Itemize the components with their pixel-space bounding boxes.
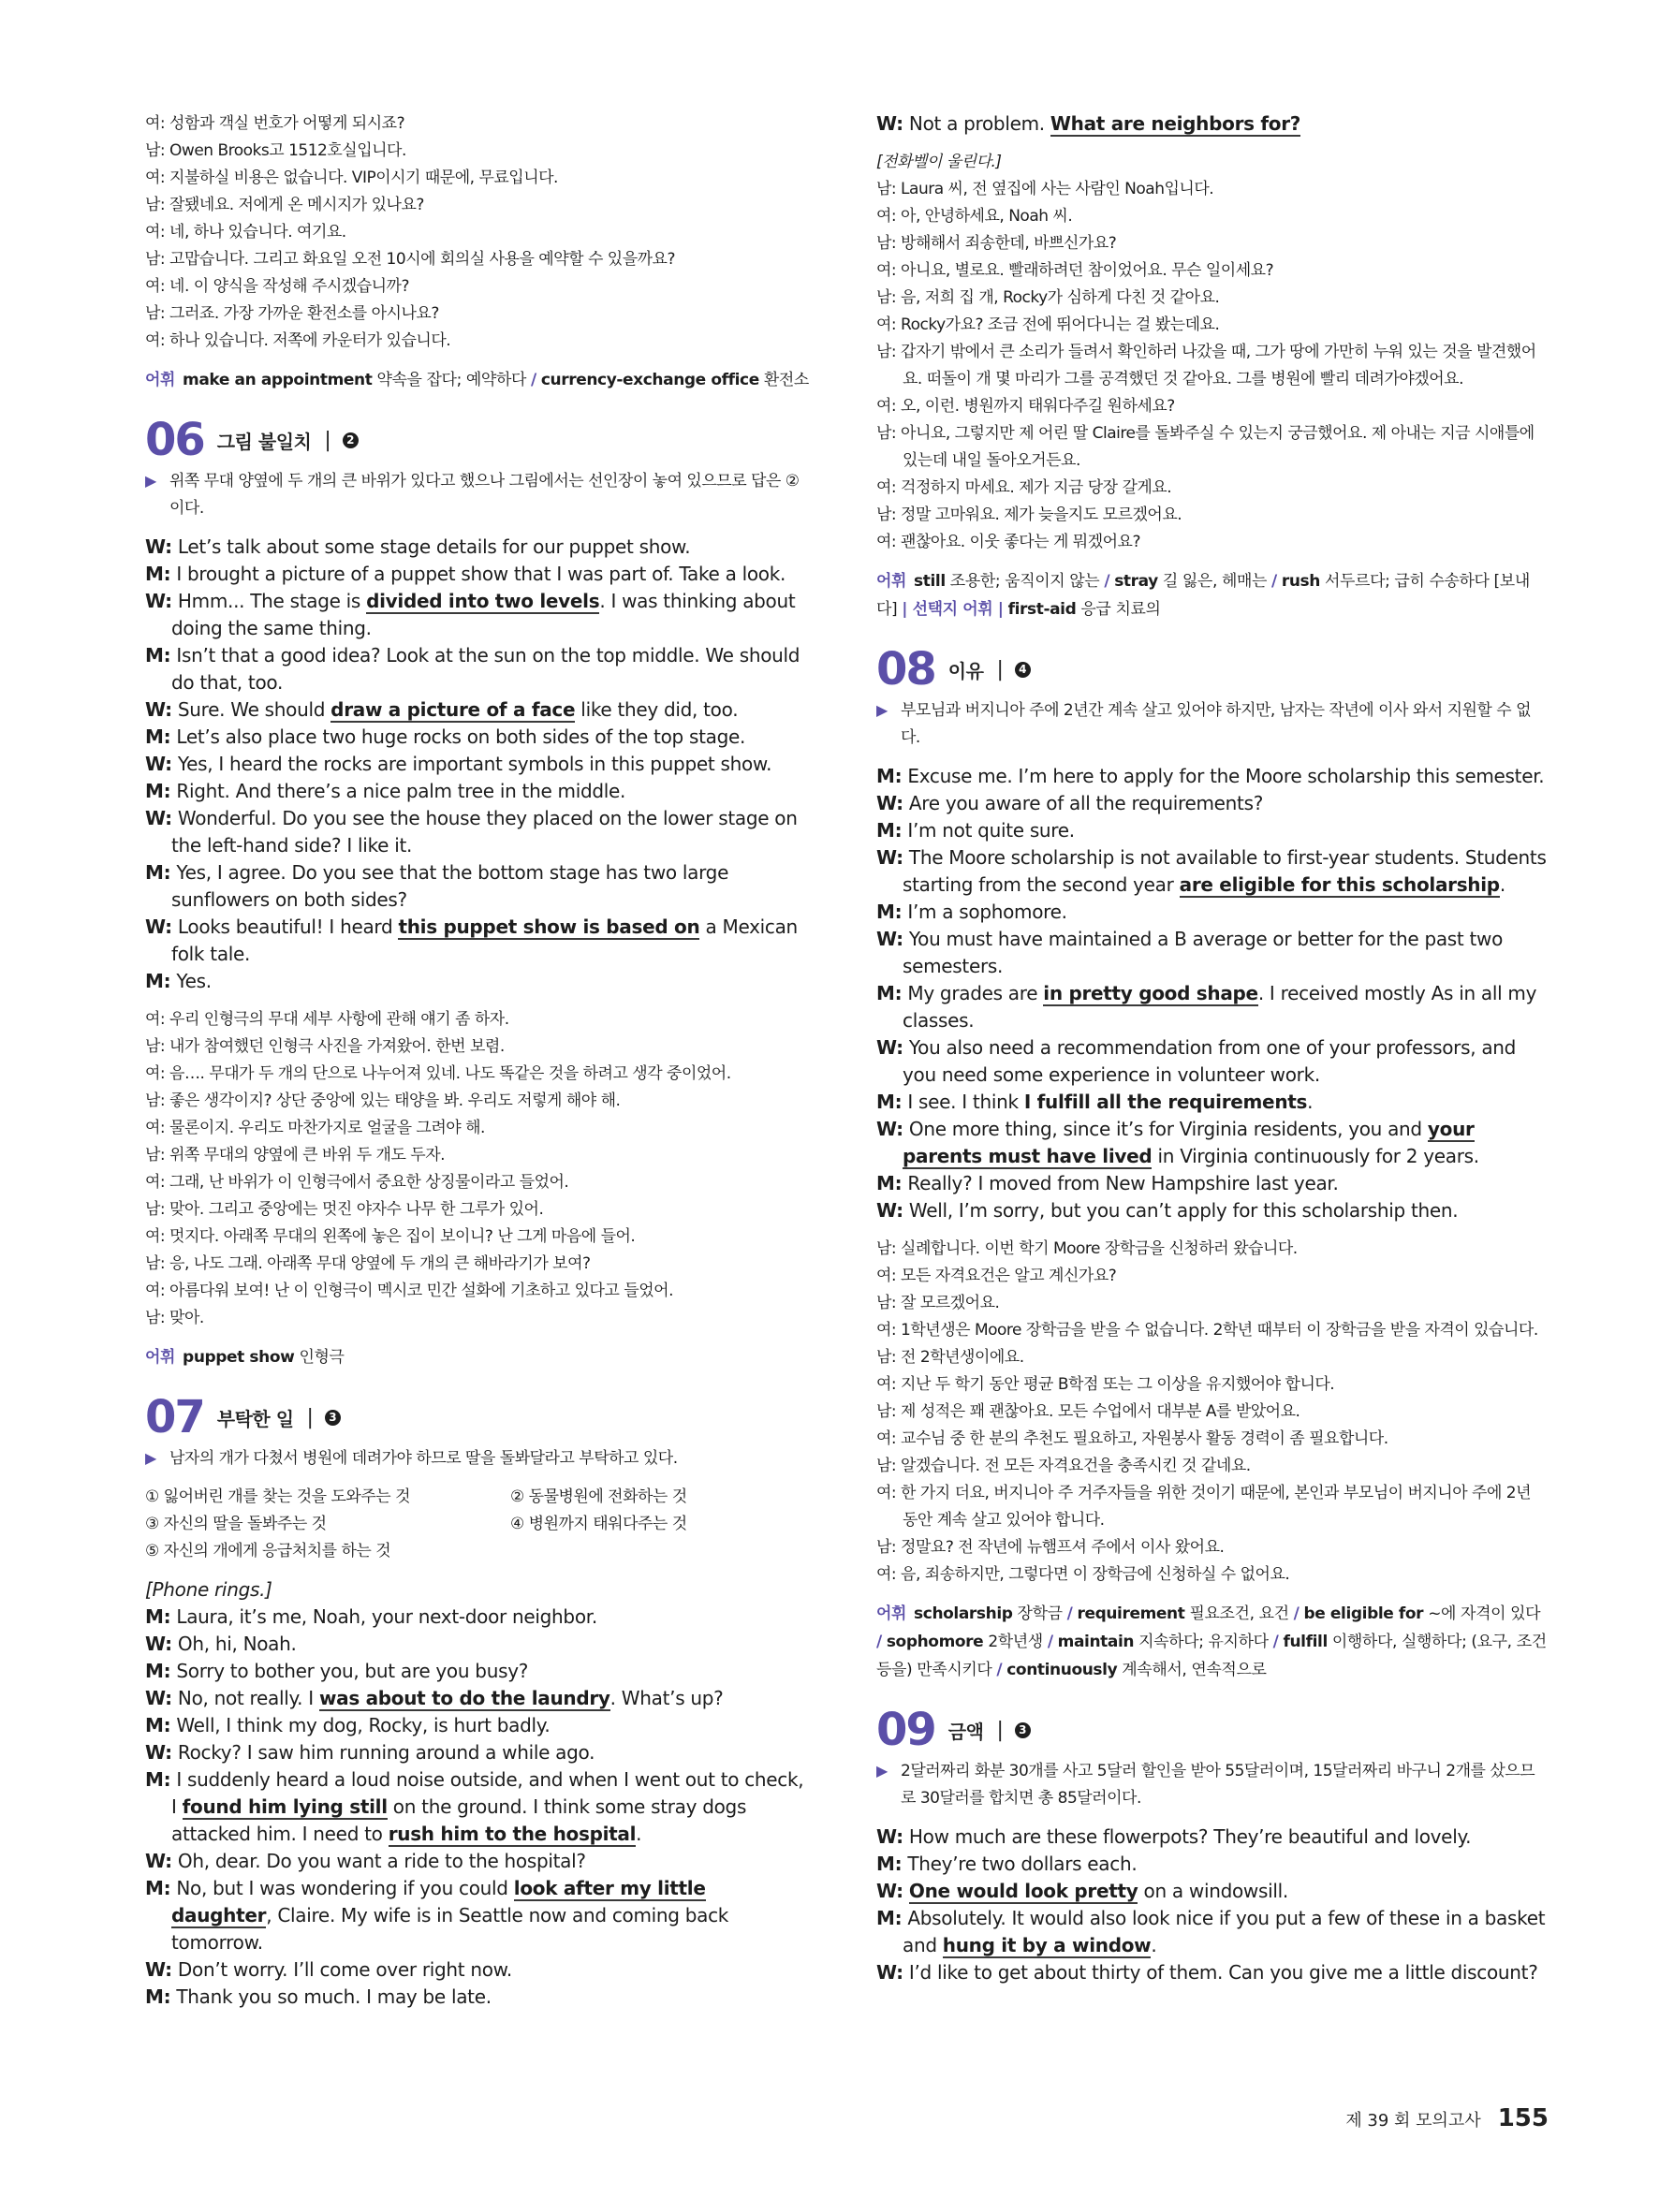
dialogue-line: W: Are you aware of all the requirements? [876, 792, 1264, 814]
page-number: 155 [1497, 2104, 1549, 2132]
dialogue-line: W: I’d like to get about thirty of them. Can you give me a little discount? [876, 1961, 1538, 1984]
dialogue-line: W: Rocky? I saw him running around a while ago. [145, 1741, 595, 1764]
kor-line: 여: 그래, 난 바위가 이 인형극에서 중요한 상징물이라고 들었어. [145, 1173, 569, 1192]
dialogue-line: W: Oh, dear. Do you want a ride to the hospital? [145, 1850, 586, 1872]
kor-line: 남: 잘 모르겠어요. [876, 1294, 1000, 1312]
kor-line: 여: 모든 자격요건은 알고 계신가요? [876, 1267, 1117, 1285]
kor-line: 여: 아름다워 보여! 난 이 인형극이 멕시코 민간 설화에 기초하고 있다고 들었어. [145, 1282, 673, 1300]
kor-line: 여: 우리 인형극의 무대 세부 사항에 관해 얘기 좀 하자. [145, 1010, 509, 1029]
vocab-word: requirement [1077, 1604, 1185, 1623]
vocab-06 [145, 1343, 810, 1371]
dialogue-line: W: Not a problem. What are neighbors for? [876, 112, 1301, 135]
vocab-word: currency-exchange office [540, 371, 759, 389]
dialogue-line: M: Yes, I agree. Do you see that the bottom stage has two large sunflowers on both sides? [145, 861, 729, 911]
section-title: 이유 [947, 659, 984, 682]
section-08-header [876, 642, 1549, 696]
vocab-word: puppet show [183, 1348, 295, 1367]
vocab-def: 서두르다; 급히 수송하다 [보내다] [876, 572, 1530, 619]
dialogue-line: W: Oh, hi, Noah. [145, 1633, 297, 1655]
section-number: 09 [876, 1704, 935, 1756]
dialogue-line: M: I’m not quite sure. [876, 819, 1075, 842]
right-column [876, 110, 1549, 1986]
vocab-05 [145, 366, 810, 394]
vocab-def: 응급 치료의 [1080, 600, 1161, 619]
section-number: 07 [145, 1391, 204, 1443]
kor-line: 여: 하나 있습니다. 저쪽에 카운터가 있습니다. [145, 331, 451, 350]
kor-line: 남: 응, 나도 그래. 아래쪽 무대 양옆에 두 개의 큰 해바라기가 보여? [145, 1254, 591, 1273]
key-phrase: I fulfill all the requirements [1023, 1091, 1308, 1113]
section-09-dialogue [876, 1824, 1549, 1986]
dialogue-line: W: How much are these flowerpots? They’re beautiful and lovely. [876, 1825, 1472, 1848]
vocab-def: 계속해서, 연속적으로 [1122, 1661, 1267, 1679]
dialogue-line: M: Let’s also place two huge rocks on both sides of the top stage. [145, 725, 746, 748]
page-footer [1345, 2104, 1549, 2132]
vocab-def: ~에 자격이 있다 [1428, 1604, 1541, 1623]
kor-line: 여: 지불하실 비용은 없습니다. VIP이시기 때문에, 무료입니다. [145, 168, 558, 187]
section-divider: | [324, 428, 331, 452]
vocab-def: 조용한; 움직이지 않는 [949, 572, 1100, 591]
vocab-word: still [914, 572, 946, 591]
dialogue-line: M: Well, I think my dog, Rocky, is hurt badly. [145, 1714, 551, 1736]
kor-line: 여: 1학년생은 Moore 장학금을 받을 수 없습니다. 2학년 때부터 이 장학금을 받을 자격이 있습니다. [876, 1321, 1538, 1340]
dialogue-line: W: Let’s talk about some stage details for our puppet show. [145, 535, 691, 558]
explanation: ▶ 2달러짜리 화분 30개를 사고 5달러 할인을 받아 55달러이며, 15달러짜리 바구니 2개를 샀으므로 30달러를 합치면 총 85달러이다. [876, 1757, 1549, 1812]
key-phrase: look after my little daughter [171, 1877, 706, 1926]
key-phrase: hung it by a window [942, 1934, 1152, 1956]
vocab-def: 길 잃은, 헤매는 [1162, 572, 1268, 591]
vocab-extra-tag: | 선택지 어휘 | [902, 600, 1004, 619]
vocab-def: 필요조건, 요건 [1189, 1604, 1289, 1623]
kor-line: 여: 괜찮아요. 이웃 좋다는 게 뭐겠어요? [876, 533, 1141, 551]
section-06-korean [145, 1006, 810, 1332]
section-07-korean [876, 149, 1549, 556]
answer-badge: 3 [325, 1410, 341, 1426]
kor-line: 여: 오, 이런. 병원까지 태워다주길 원하세요? [876, 397, 1175, 416]
choice-2: ② 동물병원에 전화하는 것 [510, 1487, 687, 1506]
kor-line: 남: 제 성적은 꽤 괜찮아요. 모든 수업에서 대부분 A를 받았어요. [876, 1402, 1300, 1421]
vocab-word: make an appointment [183, 371, 373, 389]
section-title: 그림 불일치 [216, 430, 312, 453]
section-number: 06 [145, 414, 204, 466]
kor-line: 여: 물론이지. 우리도 마찬가지로 얼굴을 그려야 해. [145, 1119, 485, 1137]
vocab-word: scholarship [914, 1604, 1013, 1623]
left-column [145, 110, 810, 2011]
kor-line: 여: 음, 죄송하지만, 그렇다면 이 장학금에 신청하실 수 없어요. [876, 1565, 1290, 1584]
dialogue-line: M: Absolutely. It would also look nice if you put a few of these in a basket and hung it by a window. [876, 1907, 1546, 1956]
key-phrase: found him lying still [182, 1795, 388, 1818]
kor-line: 남: 잘됐네요. 저에게 온 메시지가 있나요? [145, 196, 424, 214]
kor-line: 남: 맞아. 그리고 중앙에는 멋진 야자수 나무 한 그루가 있어. [145, 1200, 544, 1219]
kor-line: 여: 네. 이 양식을 작성해 주시겠습니까? [145, 277, 410, 296]
vocab-tag: 어휘 [876, 572, 907, 591]
key-phrase: this puppet show is based on [398, 916, 700, 938]
kor-line: 남: 정말 고마워요. 제가 늦을지도 모르겠어요. [876, 505, 1182, 524]
section-divider: | [996, 1718, 1004, 1742]
choice-5: ⑤ 자신의 개에게 응급처치를 하는 것 [145, 1542, 391, 1560]
answer-badge: 3 [1015, 1722, 1031, 1738]
answer-badge: 4 [1015, 662, 1031, 678]
dialogue-line: W: Don’t worry. I’ll come over right now. [145, 1958, 512, 1981]
section-06-dialogue [145, 534, 810, 995]
dialogue-line: M: Laura, it’s me, Noah, your next-door neighbor. [145, 1605, 597, 1628]
section-title: 금액 [947, 1720, 984, 1743]
section-divider: | [306, 1405, 314, 1429]
kor-line: 남: 알겠습니다. 전 모든 자격요건을 충족시킨 것 같네요. [876, 1457, 1251, 1475]
kor-line: 여: 음…. 무대가 두 개의 단으로 나누어져 있네. 나도 똑같은 것을 하려고 생각 중이었어. [145, 1064, 731, 1083]
choice-4: ④ 병원까지 태워다주는 것 [510, 1515, 687, 1533]
section-08-korean [876, 1236, 1549, 1589]
key-phrase: was about to do the laundry [318, 1687, 610, 1709]
kor-line: 여: Rocky가요? 조금 전에 뛰어다니는 걸 봤는데요. [876, 315, 1220, 334]
kor-line: 여: 지난 두 학기 동안 평균 B학점 또는 그 이상을 유지했어야 합니다. [876, 1375, 1335, 1394]
dialogue-line: W: One more thing, since it’s for Virginia residents, you and your parents must have lived in Virginia continuously for 2 years. [876, 1118, 1479, 1167]
kor-line: 남: 위쪽 무대의 양옆에 큰 바위 두 개도 두자. [145, 1146, 446, 1165]
kor-line: 여: 네, 하나 있습니다. 여기요. [145, 223, 346, 242]
kor-line: 여: 아, 안녕하세요, Noah 씨. [876, 207, 1073, 226]
section-09-header [876, 1703, 1549, 1757]
vocab-tag: 어휘 [876, 1604, 907, 1623]
kor-line: 여: 한 가지 더요, 버지니아 주 거주자들을 위한 것이기 때문에, 본인과 부모님이 버지니아 주에 2년 동안 계속 살고 있어야 합니다. [876, 1484, 1532, 1530]
kor-line: 남: 갑자기 밖에서 큰 소리가 들려서 확인하러 나갔을 때, 그가 땅에 가만히 누워 있는 것을 발견했어요. 떠돌이 개 몇 마리가 그를 공격했던 것 같아요. 그를 병원에 빨리 데려가야겠어요. [876, 343, 1536, 388]
dialogue-line: M: I brought a picture of a puppet show that I was part of. Take a look. [145, 563, 786, 585]
dialogue-line: M: Yes. [145, 970, 212, 992]
key-phrase: in pretty good shape [1043, 982, 1258, 1004]
vocab-sep: / [531, 371, 536, 389]
answer-badge: 2 [343, 432, 359, 448]
vocab-def: 지속하다; 유지하다 [1138, 1633, 1269, 1651]
dialogue-line: W: No, not really. I was about to do the laundry. What’s up? [145, 1687, 724, 1709]
kor-line: 남: 내가 참여했던 인형극 사진을 가져왔어. 한번 보렴. [145, 1037, 505, 1056]
vocab-def: 환전소 [763, 371, 809, 389]
kor-line: 남: Laura 씨, 전 옆집에 사는 사람인 Noah입니다. [876, 180, 1214, 198]
key-phrase: are eligible for this scholarship [1179, 873, 1500, 896]
dialogue-line: M: Thank you so much. I may be late. [145, 1985, 492, 2008]
vocab-word: continuously [1006, 1661, 1118, 1679]
dialogue-line: M: Sorry to bother you, but are you busy? [145, 1660, 529, 1682]
key-phrase: draw a picture of a face [330, 698, 576, 721]
dialogue-line: W: Well, I’m sorry, but you can’t apply for this scholarship then. [876, 1199, 1459, 1222]
explanation: ▶ 위쪽 무대 양옆에 두 개의 큰 바위가 있다고 했으나 그림에서는 선인장이 놓여 있으므로 답은 ②이다. [145, 467, 810, 522]
section-07-dialogue [145, 1576, 810, 2011]
vocab-08: 어휘 scholarship 장학금 / requirement 필요조건, 요건 / be eligible for ~에 자격이 있다 / sophomore 2학년생 / maintain 지속하다; 유지하다 / fulfill 이행하다, 실행하다; (요구, 조건 등을) 만족시키다 / continuously 계속해서, 연속적으로 [876, 1604, 1547, 1679]
kor-line: 남: 전 2학년생이에요. [876, 1348, 1024, 1367]
kor-line: 남: 정말요? 전 작년에 뉴햄프셔 주에서 이사 왔어요. [876, 1538, 1225, 1557]
choice-3: ③ 자신의 딸을 돌봐주는 것 [145, 1515, 327, 1533]
dialogue-line: M: I’m a sophomore. [876, 901, 1067, 923]
vocab-def: 이행하다, 실행하다; (요구, 조건 등을) 만족시키다 [876, 1633, 1547, 1679]
dialogue-line: W: You also need a recommendation from one of your professors, and you need some experience in volunteer work. [876, 1036, 1517, 1086]
kor-line: 남: 고맙습니다. 그리고 화요일 오전 10시에 회의실 사용을 예약할 수 있을까요? [145, 250, 675, 269]
section-divider: | [996, 657, 1004, 681]
key-phrase: What are neighbors for? [1050, 112, 1301, 135]
vocab-tag: 어휘 [145, 371, 176, 389]
exam-label: 제 39 회 모의고사 [1345, 2111, 1481, 2131]
vocab-def: 장학금 [1017, 1604, 1063, 1623]
kor-line: 여: 교수님 중 한 분의 추천도 필요하고, 자원봉사 활동 경력이 좀 필요합니다. [876, 1429, 1388, 1448]
key-phrase: your parents must have lived [903, 1118, 1475, 1167]
intro-korean-dialogue [145, 110, 810, 355]
dialogue-line: W: Looks beautiful! I heard this puppet show is based on a Mexican folk tale. [145, 916, 798, 965]
kor-line: 남: 음, 저희 집 개, Rocky가 심하게 다친 것 같아요. [876, 288, 1220, 307]
vocab-word: maintain [1057, 1633, 1135, 1651]
kor-line: 여: 멋지다. 아래쪽 무대의 왼쪽에 놓은 집이 보이니? 난 그게 마음에 들어. [145, 1227, 636, 1246]
triangle-bullet-icon: ▶ [876, 1762, 888, 1780]
key-phrase: divided into two levels [366, 590, 600, 612]
vocab-def: 인형극 [299, 1348, 345, 1367]
dialogue-line: W: Wonderful. Do you see the house they placed on the lower stage on the left-hand side? I like it. [145, 807, 798, 857]
kor-line: 남: 맞아. [145, 1309, 204, 1327]
vocab-def: 2학년생 [988, 1633, 1043, 1651]
dialogue-line: M: I suddenly heard a loud noise outside, and when I went out to check, I found him lying still on the ground. I think some stray dogs attacked him. I need to rush him to the hospital. [145, 1768, 804, 1845]
vocab-word: sophomore [886, 1633, 984, 1651]
dialogue-line: M: I see. I think I fulfill all the requirements. [876, 1091, 1314, 1113]
vocab-word: be eligible for [1303, 1604, 1424, 1623]
stage-direction: [Phone rings.] [145, 1578, 272, 1601]
answer-choices [145, 1484, 810, 1565]
explanation: ▶ 부모님과 버지니아 주에 2년간 계속 살고 있어야 하지만, 남자는 작년에 이사 와서 지원할 수 없다. [876, 696, 1549, 752]
section-07-header [145, 1390, 810, 1444]
kor-stage-direction: [전화벨이 울린다.] [876, 153, 1002, 171]
dialogue-line: M: Excuse me. I’m here to apply for the Moore scholarship this semester. [876, 765, 1545, 787]
dialogue-line: M: Isn’t that a good idea? Look at the sun on the top middle. We should do that, too. [145, 644, 800, 694]
kor-line: 남: 방해해서 죄송한데, 바쁘신가요? [876, 234, 1117, 253]
vocab-word: stray [1114, 572, 1158, 591]
dialogue-line: M: No, but I was wondering if you could look after my little daughter, Claire. My wife is in Seattle now and coming back tomorrow. [145, 1877, 729, 1954]
triangle-bullet-icon: ▶ [876, 701, 888, 719]
dialogue-line: M: My grades are in pretty good shape. I received mostly As in all my classes. [876, 982, 1537, 1032]
section-title: 부탁한 일 [216, 1407, 294, 1430]
section-number: 08 [876, 643, 935, 696]
vocab-tag: 어휘 [145, 1348, 176, 1367]
vocab-word: fulfill [1283, 1633, 1328, 1651]
kor-line: 여: 걱정하지 마세요. 제가 지금 당장 갈게요. [876, 478, 1172, 497]
dialogue-line: M: Right. And there’s a nice palm tree in the middle. [145, 780, 626, 802]
section-07-dialogue-cont [876, 110, 1549, 138]
kor-line: 남: 그러죠. 가장 가까운 환전소를 아시나요? [145, 304, 439, 323]
dialogue-line: W: One would look pretty on a windowsill. [876, 1880, 1288, 1902]
kor-line: 남: 아니요, 그렇지만 제 어린 딸 Claire를 돌봐주실 수 있는지 궁금했어요. 제 아내는 지금 시애틀에 있는데 내일 돌아오거든요. [876, 424, 1534, 470]
vocab-07: 어휘 still 조용한; 움직이지 않는 / stray 길 잃은, 헤매는 / rush 서두르다; 급히 수송하다 [보내다] | 선택지 어휘 | first-aid 응급 치료의 [876, 572, 1530, 619]
choice-1: ① 잃어버린 개를 찾는 것을 도와주는 것 [145, 1487, 410, 1506]
vocab-word: rush [1281, 572, 1320, 591]
kor-line: 남: 좋은 생각이지? 상단 중앙에 있는 태양을 봐. 우리도 저렇게 해야 해. [145, 1091, 621, 1110]
vocab-word: first-aid [1007, 600, 1077, 619]
key-phrase: One would look pretty [908, 1880, 1138, 1902]
vocab-def: 약속을 잡다; 예약하다 [376, 371, 527, 389]
key-phrase: rush him to the hospital [388, 1823, 637, 1845]
dialogue-line: W: Yes, I heard the rocks are important symbols in this puppet show. [145, 753, 772, 775]
dialogue-line: M: They’re two dollars each. [876, 1853, 1138, 1875]
kor-line: 남: 실례합니다. 이번 학기 Moore 장학금을 신청하러 왔습니다. [876, 1239, 1298, 1258]
kor-line: 여: 아니요, 별로요. 빨래하려던 참이었어요. 무슨 일이세요? [876, 261, 1274, 280]
triangle-bullet-icon: ▶ [145, 1449, 156, 1467]
section-08-dialogue [876, 763, 1549, 1224]
triangle-bullet-icon: ▶ [145, 472, 156, 490]
dialogue-line: W: You must have maintained a B average or better for the past two semesters. [876, 928, 1504, 977]
kor-line: 여: 성함과 객실 번호가 어떻게 되시죠? [145, 114, 405, 133]
dialogue-line: W: Sure. We should draw a picture of a face like they did, too. [145, 698, 739, 721]
section-06-header [145, 413, 810, 467]
dialogue-line: W: The Moore scholarship is not available to first-year students. Students starting from the second year are eligible for this scholarship. [876, 846, 1547, 896]
dialogue-line: M: Really? I moved from New Hampshire last year. [876, 1172, 1339, 1194]
kor-line: 남: Owen Brooks고 1512호실입니다. [145, 141, 406, 160]
explanation: ▶ 남자의 개가 다쳤서 병원에 데려가야 하므로 딸을 돌봐달라고 부탁하고 있다. [145, 1444, 810, 1472]
dialogue-line: W: Hmm... The stage is divided into two levels. I was thinking about doing the same thing. [145, 590, 796, 639]
